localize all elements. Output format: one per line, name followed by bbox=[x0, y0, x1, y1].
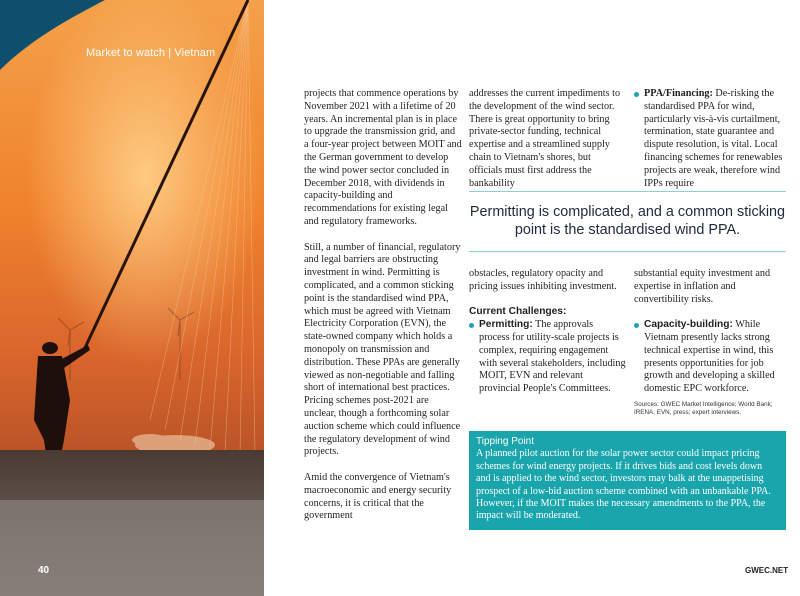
bullet-title: Permitting: bbox=[479, 319, 533, 331]
page-number: 40 bbox=[38, 565, 50, 576]
body-column-1 bbox=[304, 88, 462, 523]
bullet-title: Capacity-building: bbox=[644, 319, 733, 331]
bullet-icon bbox=[634, 323, 639, 328]
paragraph: substantial equity investment and expertise in inflation and convertibility risks. bbox=[634, 268, 771, 305]
paragraph: obstacles, regulatory opacity and pricing issues inhibiting investment. bbox=[469, 268, 617, 292]
bullet-text: While Vietnam presently lacks strong technical expertise in wind, this presents opportunities for job growth and developing a skilled domestic EPC workforce. bbox=[644, 319, 775, 395]
paragraph: addresses the current impediments to the development of the wind sector. There is great opportunity to bring private-sector funding, technical expertise and a streamlined supply chain to Vietnam's shores, but officials must first address the bankability bbox=[469, 88, 621, 189]
bullet-text: De-risking the standardised PPA for wind, particularly vis-à-vis curtailment, termination, state guarantee and dispute resolution, is vital. Local financing schemes for renewables projects are weak, therefore wind IPPs require bbox=[644, 88, 783, 189]
challenges-heading: Current Challenges: bbox=[469, 306, 567, 318]
tipping-point-text: A planned pilot auction for the solar power sector could impact pricing schemes for wind energy projects. If it drives bids and cost levels down and is applied to the wind sector, investors may balk at the unappetising prospect of a low-bid auction scheme combined with an unbankable PPA. However, if the MOIT makes the necessary amendments to the PPA, the impact will be moderated. bbox=[476, 448, 771, 522]
bullet-title: PPA/Financing: bbox=[644, 88, 713, 99]
site-label: GWEC.NET bbox=[745, 566, 789, 575]
divider bbox=[469, 251, 786, 252]
bullet-permitting bbox=[469, 319, 626, 396]
bullet-capacity-building bbox=[634, 319, 786, 396]
tipping-point-title: Tipping Point bbox=[476, 436, 534, 447]
paragraph: Amid the convergence of Vietnam's macroeconomic and energy security concerns, it is critical that the government bbox=[304, 471, 452, 522]
body-column-3-bottom bbox=[634, 268, 786, 418]
bullet-icon bbox=[469, 323, 474, 328]
body-column-2-top bbox=[469, 88, 626, 190]
section-label: Market to watch | Vietnam bbox=[86, 47, 216, 59]
body-column-2-bottom bbox=[469, 268, 626, 396]
bullet-ppa-financing bbox=[634, 88, 786, 190]
tipping-point-box bbox=[469, 431, 786, 530]
body-column-3-top bbox=[634, 88, 786, 190]
bullet-icon bbox=[634, 92, 639, 97]
bullet-text: The approvals process for utility-scale projects is complex, requiring engagement with several stakeholders, including MOIT, EVN and relevant provincial People's Committees. bbox=[479, 319, 626, 395]
hero-photo bbox=[0, 0, 264, 596]
paragraph: projects that commence operations by November 2021 with a lifetime of 20 years. An incremental plan is in place to upgrade the transmission grid, and a four-year project between MOIT and the German government to develop the wind power sector concluded in December 2018, with dividends in capacity-building and recommendations for existing legal and regulatory frameworks. bbox=[304, 88, 462, 227]
paragraph: Still, a number of financial, regulatory and legal barriers are obstructing investment in wind. Permitting is complicated, and a common sticking point is the standardised wind PPA, which must be agreed with Vietnam Electricity Corporation (EVN), the state-owned company which holds a monopoly on transmission and distribution. These PPAs are generally viewed as non-negotiable and falling short of international best practices. Pricing schemes post-2021 are unclear, though a forthcoming solar auction scheme which could influence the regulatory development of wind projects. bbox=[304, 241, 461, 458]
pull-quote: Permitting is complicated, and a common sticking point is the standardised wind PPA. bbox=[469, 204, 786, 238]
sources-note: Sources: GWEC Market Intelligence; World Bank; IRENA; EVN, press; expert interviews. bbox=[634, 400, 773, 417]
divider bbox=[469, 191, 786, 192]
